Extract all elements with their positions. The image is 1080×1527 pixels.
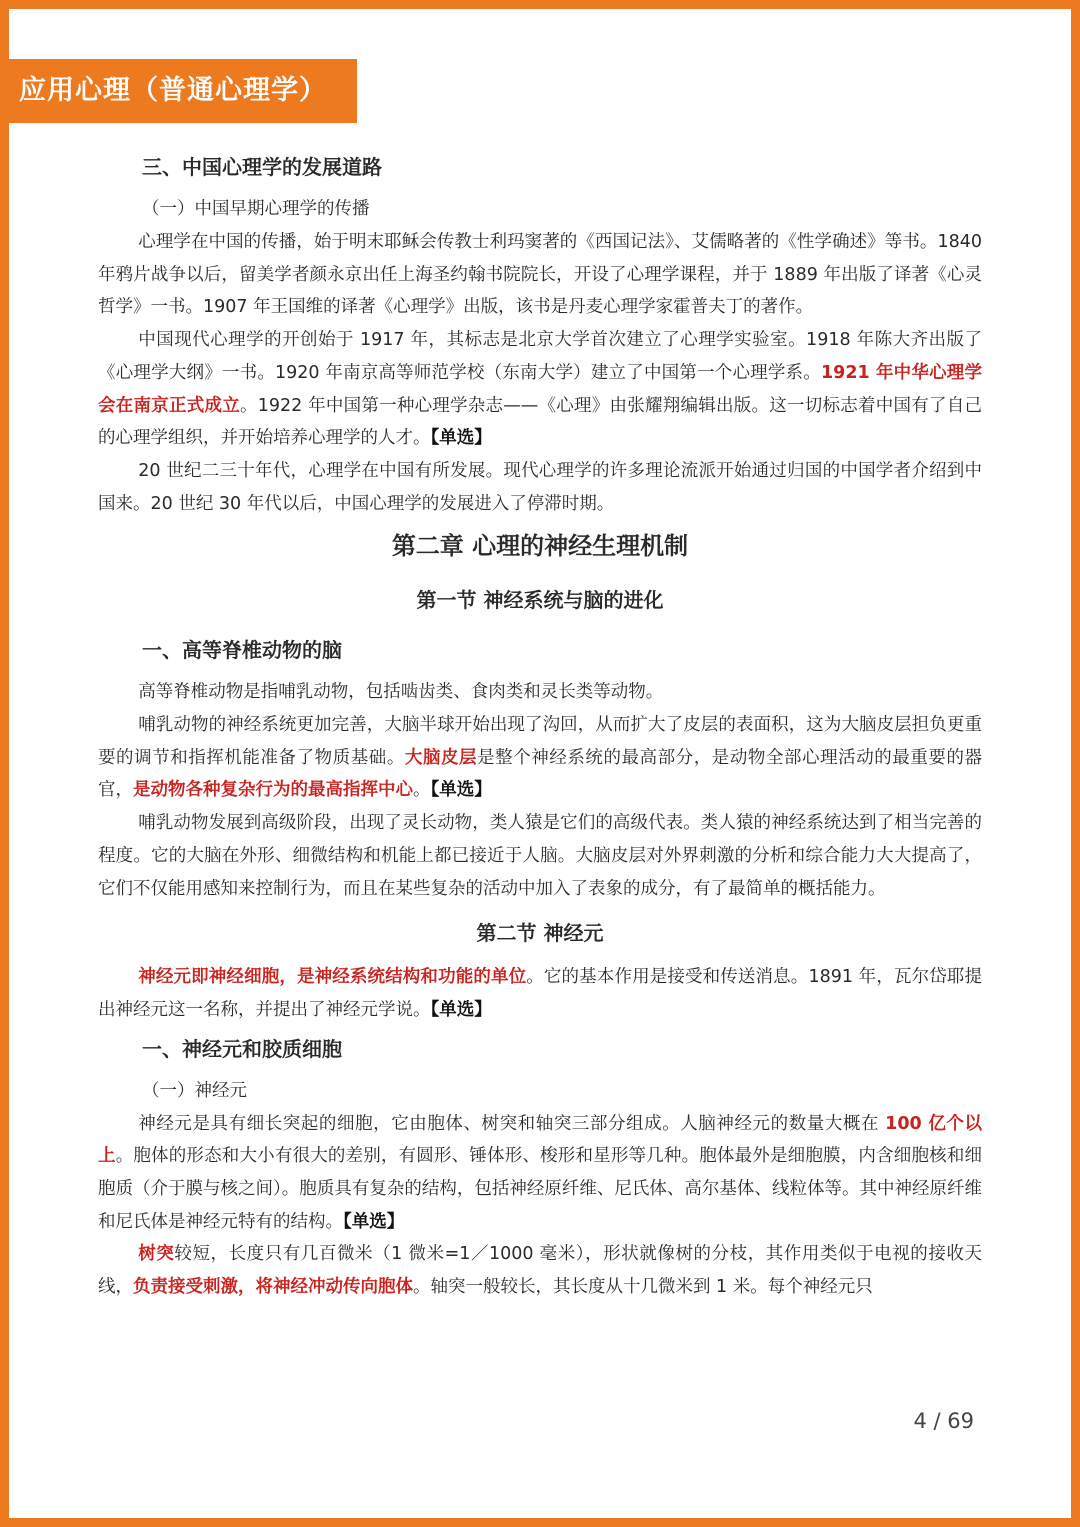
- highlight-text: 1921 年中华心理学会在南京正式成立: [98, 362, 982, 416]
- text: 。胞体的形态和大小有很大的差别，有圆形、锤体形、梭形和星形等几种。胞体最外是细胞膜，内含细胞核和细胞质（介于膜与核之间）。胞质具有复杂的结构，包括神经原纤维、尼氏体、高尔基体、线粒体等。其中神经原纤维和尼氏体是神经元特有的结构。: [98, 1146, 983, 1232]
- text: 。1922 年中国第一种心理学杂志——《心理》由张耀翔编辑出版。这一切标志着中国有了自己的心理学组织，并开始培养心理学的人才。: [98, 395, 982, 449]
- section-title-neuron: 第二节 神经元: [476, 921, 604, 946]
- paragraph-dendrite: [98, 1238, 982, 1303]
- highlight-text: 神经元即神经细胞，是神经系统结构和功能的单位: [138, 967, 527, 988]
- section-heading-vertebrate-brain: 一、高等脊椎动物的脑: [142, 638, 342, 663]
- paragraph-neuron-definition: [98, 961, 982, 1026]
- question-type-tag: 【单选】: [430, 428, 492, 449]
- text: 。它的基本作用是接受和传送消息。1891 年，瓦尔岱耶提出神经元这一名称，并提出了神经元学说。: [98, 967, 983, 1020]
- paragraph-neuron-structure: [98, 1108, 982, 1239]
- subheading-early-spread: （一）中国早期心理学的传播: [142, 199, 370, 219]
- highlight-text: 100 亿个以上: [98, 1113, 982, 1167]
- highlight-text: 树突: [138, 1244, 175, 1265]
- chapter-title: 第二章 心理的神经生理机制: [391, 532, 689, 561]
- question-type-tag: 【单选】: [430, 780, 492, 801]
- text: 是整个神经系统的最高部分，是动物全部心理活动的最重要的器官，: [98, 747, 983, 801]
- text: 。: [413, 780, 431, 801]
- text: 较短，长度只有几百微米（1 微米=1／1000 毫米），形状就像树的分枝，其作用类似于电视的接收天线，: [98, 1244, 983, 1298]
- highlight-text: 是动物各种复杂行为的最高指挥中心: [133, 780, 413, 801]
- section-title-nervous-system: 第一节 神经系统与脑的进化: [416, 588, 664, 613]
- document-body: [98, 145, 982, 1304]
- section-heading-development: 三、中国心理学的发展道路: [142, 155, 382, 179]
- text: 神经元是具有细长突起的细胞，它由胞体、树突和轴突三部分组成。人脑神经元的数量大概在: [138, 1113, 886, 1134]
- highlight-text: 大脑皮层: [404, 747, 478, 768]
- section-heading-neuron-glia: 一、神经元和胶质细胞: [142, 1036, 342, 1061]
- paragraph-1920s: 20 世纪二三十年代，心理学在中国有所发展。现代心理学的许多理论流派开始通过归国的中国学者介绍到中国来。20 世纪 30 年代以后，中国心理学的发展进入了停滞时期。: [98, 460, 982, 514]
- paragraph-primates: 哺乳动物发展到高级阶段，出现了灵长动物，类人猿是它们的高级代表。类人猿的神经系统达到了相当完善的程度。它的大脑在外形、细微结构和机能上都已接近于人脑。大脑皮层对外界刺激的分析和综合能力大大提高了，它们不仅能用感知来控制行为，而且在某些复杂的活动中加入了表象的成分，有了最简单的概括能力。: [98, 813, 982, 899]
- paragraph-mammals: 高等脊椎动物是指哺乳动物，包括啮齿类、食肉类和灵长类等动物。: [138, 682, 664, 703]
- question-type-tag: 【单选】: [343, 1211, 405, 1232]
- paragraph-spread: 心理学在中国的传播，始于明末耶稣会传教士利玛窦著的《西国记法》、艾儒略著的《性学确述》等书。1840 年鸦片战争以后，留美学者颜永京出任上海圣约翰书院院长，开设了心理学课程，并于 1889 年出版了译著《心灵哲学》一书。1907 年王国维的译著《心理学》出版，该书是丹麦心理学家霍普夫丁的著作。: [98, 232, 982, 318]
- subheading-neuron: （一）神经元: [142, 1080, 247, 1101]
- header-banner: 应用心理（普通心理学）: [0, 59, 357, 123]
- paragraph-cortex: [98, 709, 982, 807]
- question-type-tag: 【单选】: [430, 999, 492, 1020]
- highlight-text: 负责接受刺激，将神经冲动传向胞体: [133, 1277, 413, 1298]
- page-number: 4 / 69: [913, 1409, 974, 1433]
- paragraph-modern-origin: [98, 324, 982, 455]
- text: 中国现代心理学的开创始于 1917 年，其标志是北京大学首次建立了心理学实验室。1918 年陈大齐出版了《心理学大纲》一书。1920 年南京高等师范学校（东南大学）建立了中国第一个心理学系。: [98, 330, 982, 383]
- text: 哺乳动物的神经系统更加完善，大脑半球开始出现了沟回，从而扩大了皮层的表面积，这为大脑皮层担负更重要的调节和指挥机能准备了物质基础。: [98, 715, 982, 768]
- text: 。轴突一般较长，其长度从十几微米到 1 米。每个神经元只: [413, 1277, 873, 1298]
